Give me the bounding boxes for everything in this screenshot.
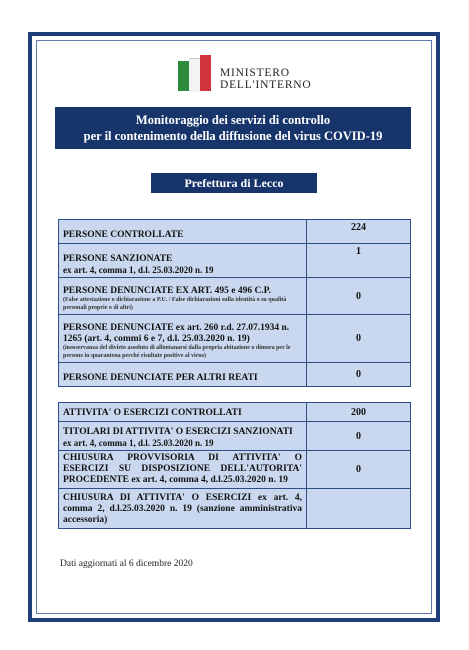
row-label: PERSONE DENUNCIATE PER ALTRI REATI xyxy=(63,373,258,383)
ministry-line-1: MINISTERO xyxy=(220,67,290,79)
row-label: PERSONE SANZIONATE xyxy=(63,253,173,264)
row-value: 0 xyxy=(307,315,411,363)
activities-table xyxy=(58,402,411,529)
row-note: (False attestazione o dichiarazione a P.U. / False dichiarazioni sulla identità o su qualità personali proprie o di altri) xyxy=(63,297,287,311)
row-label: PERSONE DENUNCIATE EX ART. 495 e 496 C.P. xyxy=(63,286,271,296)
row-label: PERSONE CONTROLLATE xyxy=(63,230,184,240)
table-row xyxy=(59,451,411,489)
table-row xyxy=(59,278,411,315)
row-label: CHIUSURA PROVVISORIA DI ATTIVITA' O ESERCIZI SU DISPOSIZIONE DELL'AUTORITA' PROCEDENTE ex art. 4, comma 4, d.l.25.03.2020 n. 19 xyxy=(63,453,302,485)
row-value: 224 xyxy=(307,220,411,244)
row-value: 0 xyxy=(307,451,411,489)
row-sub: ex art. 4, comma 1, d.l. 25.03.2020 n. 19 xyxy=(63,264,214,275)
row-note: (inosservanza del divieto assoluto di allontanarsi dalla propria abitazione o dimora per le persone in quarantena perché risultate positive al virus) xyxy=(63,345,291,359)
row-value: 0 xyxy=(307,278,411,315)
ministry-line-2: DELL'INTERNO xyxy=(220,79,312,91)
row-value xyxy=(307,489,411,529)
table-row xyxy=(59,363,411,387)
row-value: 0 xyxy=(307,363,411,387)
row-value: 0 xyxy=(307,422,411,451)
ministry-logo-icon xyxy=(178,55,214,91)
row-sub: ex art. 4, comma 1, d.l. 25.03.2020 n. 19 xyxy=(63,437,214,448)
table-row xyxy=(59,244,411,278)
ministry-name xyxy=(220,67,312,91)
row-label: TITOLARI DI ATTIVITA' O ESERCIZI SANZIONATI xyxy=(63,426,293,437)
table-row xyxy=(59,489,411,529)
table-row xyxy=(59,403,411,422)
row-value: 1 xyxy=(307,244,411,278)
row-value: 200 xyxy=(307,403,411,422)
title-line-1: Monitoraggio dei servizi di controllo xyxy=(135,113,331,127)
table-row xyxy=(59,315,411,363)
table-row xyxy=(59,220,411,244)
title-banner xyxy=(55,107,411,149)
title-line-2: per il contenimento della diffusione del virus COVID-19 xyxy=(83,129,383,143)
prefecture-label: Prefettura di Lecco xyxy=(151,173,317,193)
update-date: Dati aggiornati al 6 dicembre 2020 xyxy=(60,559,193,569)
row-label: PERSONE DENUNCIATE ex art. 260 r.d. 27.07.1934 n. 1265 (art. 4, commi 6 e 7, d.l. 25.03.2020 n. 19) xyxy=(63,323,290,344)
persons-table xyxy=(58,219,411,387)
row-label: CHIUSURA DI ATTIVITA' O ESERCIZI ex art. 4, comma 2, d.l.25.03.2020 n. 19 (sanzione amministrativa accessoria) xyxy=(63,493,302,525)
row-label: ATTIVITA' O ESERCIZI CONTROLLATI xyxy=(63,408,242,418)
table-row xyxy=(59,422,411,451)
